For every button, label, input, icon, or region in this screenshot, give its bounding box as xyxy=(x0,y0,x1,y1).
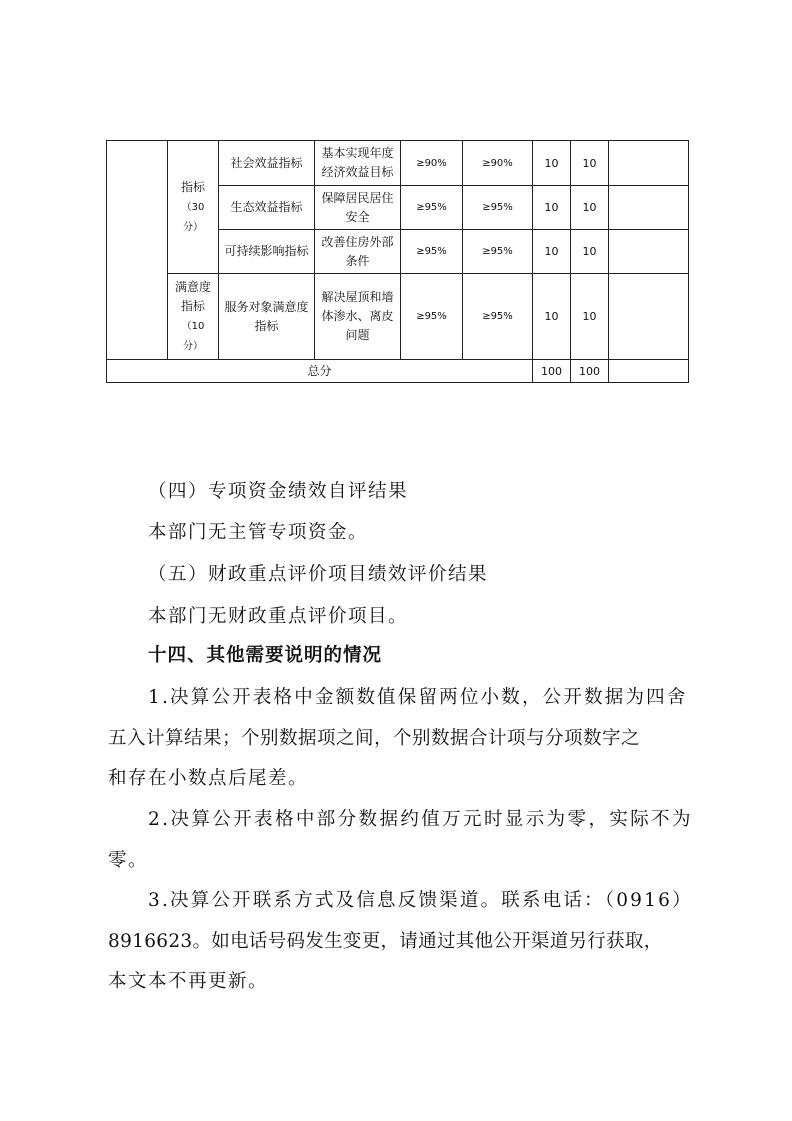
note-2-line-1: 2.决算公开表格中部分数据约值万元时显示为零，实际不为 xyxy=(148,809,693,830)
note-3-line-3: 本文本不再更新。 xyxy=(108,971,269,992)
weight-cell: 10 xyxy=(533,141,571,186)
sub-indicator-cell: 可持续影响指标 xyxy=(219,230,315,274)
indicator-cell: 保障居民居住安全 xyxy=(315,186,401,230)
table-row xyxy=(107,141,689,186)
note-1-line-3: 和存在小数点后尾差。 xyxy=(108,768,309,789)
total-remark xyxy=(609,360,689,383)
section-5-heading: （五）财政重点评价项目绩效评价结果 xyxy=(148,564,489,585)
note-3-line-2: 8916623。如电话号码发生变更，请通过其他公开渠道另行获取， xyxy=(108,931,663,952)
indicator-cell: 改善住房外部条件 xyxy=(315,230,401,274)
total-label: 总分 xyxy=(107,360,533,383)
sub-indicator-cell: 社会效益指标 xyxy=(219,141,315,186)
sub-indicator-cell: 服务对象满意度指标 xyxy=(219,274,315,360)
indicator-cell: 解决屋顶和墙体渗水、离皮问题 xyxy=(315,274,401,360)
note-1-line-1: 1.决算公开表格中金额数值保留两位小数，公开数据为四舍 xyxy=(148,687,688,708)
table-row xyxy=(107,274,689,360)
section-4-body: 本部门无主管专项资金。 xyxy=(148,522,369,543)
category-cell xyxy=(168,141,219,274)
score-cell: 10 xyxy=(571,186,609,230)
indicator-cell: 基本实现年度经济效益目标 xyxy=(315,141,401,186)
section-4-heading: （四）专项资金绩效自评结果 xyxy=(148,481,409,502)
actual-cell: ≥95% xyxy=(463,230,533,274)
actual-cell: ≥95% xyxy=(463,274,533,360)
category-label: 满意度指标 xyxy=(174,279,211,313)
total-row xyxy=(107,360,689,383)
actual-cell: ≥90% xyxy=(463,141,533,186)
note-1-line-2: 五入计算结果；个别数据项之间，个别数据合计项与分项数字之 xyxy=(108,728,641,749)
remark-cell xyxy=(609,186,689,230)
category-score: （30 xyxy=(181,201,205,213)
note-3-line-1: 3.决算公开联系方式及信息反馈渠道。联系电话：（0916） xyxy=(148,890,693,911)
target-cell: ≥95% xyxy=(401,274,463,360)
total-weight: 100 xyxy=(533,360,571,383)
score-cell: 10 xyxy=(571,274,609,360)
target-cell: ≥95% xyxy=(401,230,463,274)
total-score: 100 xyxy=(571,360,609,383)
sub-indicator-cell: 生态效益指标 xyxy=(219,186,315,230)
remark-cell xyxy=(609,141,689,186)
category-score: （10 xyxy=(181,320,205,332)
category-score-unit: 分） xyxy=(183,221,203,233)
score-cell: 10 xyxy=(571,141,609,186)
weight-cell: 10 xyxy=(533,274,571,360)
target-cell: ≥95% xyxy=(401,186,463,230)
performance-table xyxy=(106,140,689,383)
category-score-unit: 分） xyxy=(183,340,203,352)
score-cell: 10 xyxy=(571,230,609,274)
level1-cell xyxy=(107,141,168,360)
note-2-line-2: 零。 xyxy=(108,850,149,871)
category-cell xyxy=(168,274,219,360)
remark-cell xyxy=(609,230,689,274)
section-14-heading: 十四、其他需要说明的情况 xyxy=(148,645,383,666)
remark-cell xyxy=(609,274,689,360)
weight-cell: 10 xyxy=(533,230,571,274)
weight-cell: 10 xyxy=(533,186,571,230)
target-cell: ≥90% xyxy=(401,141,463,186)
actual-cell: ≥95% xyxy=(463,186,533,230)
category-label: 指标 xyxy=(180,179,205,194)
section-5-body: 本部门无财政重点评价项目。 xyxy=(148,606,409,627)
